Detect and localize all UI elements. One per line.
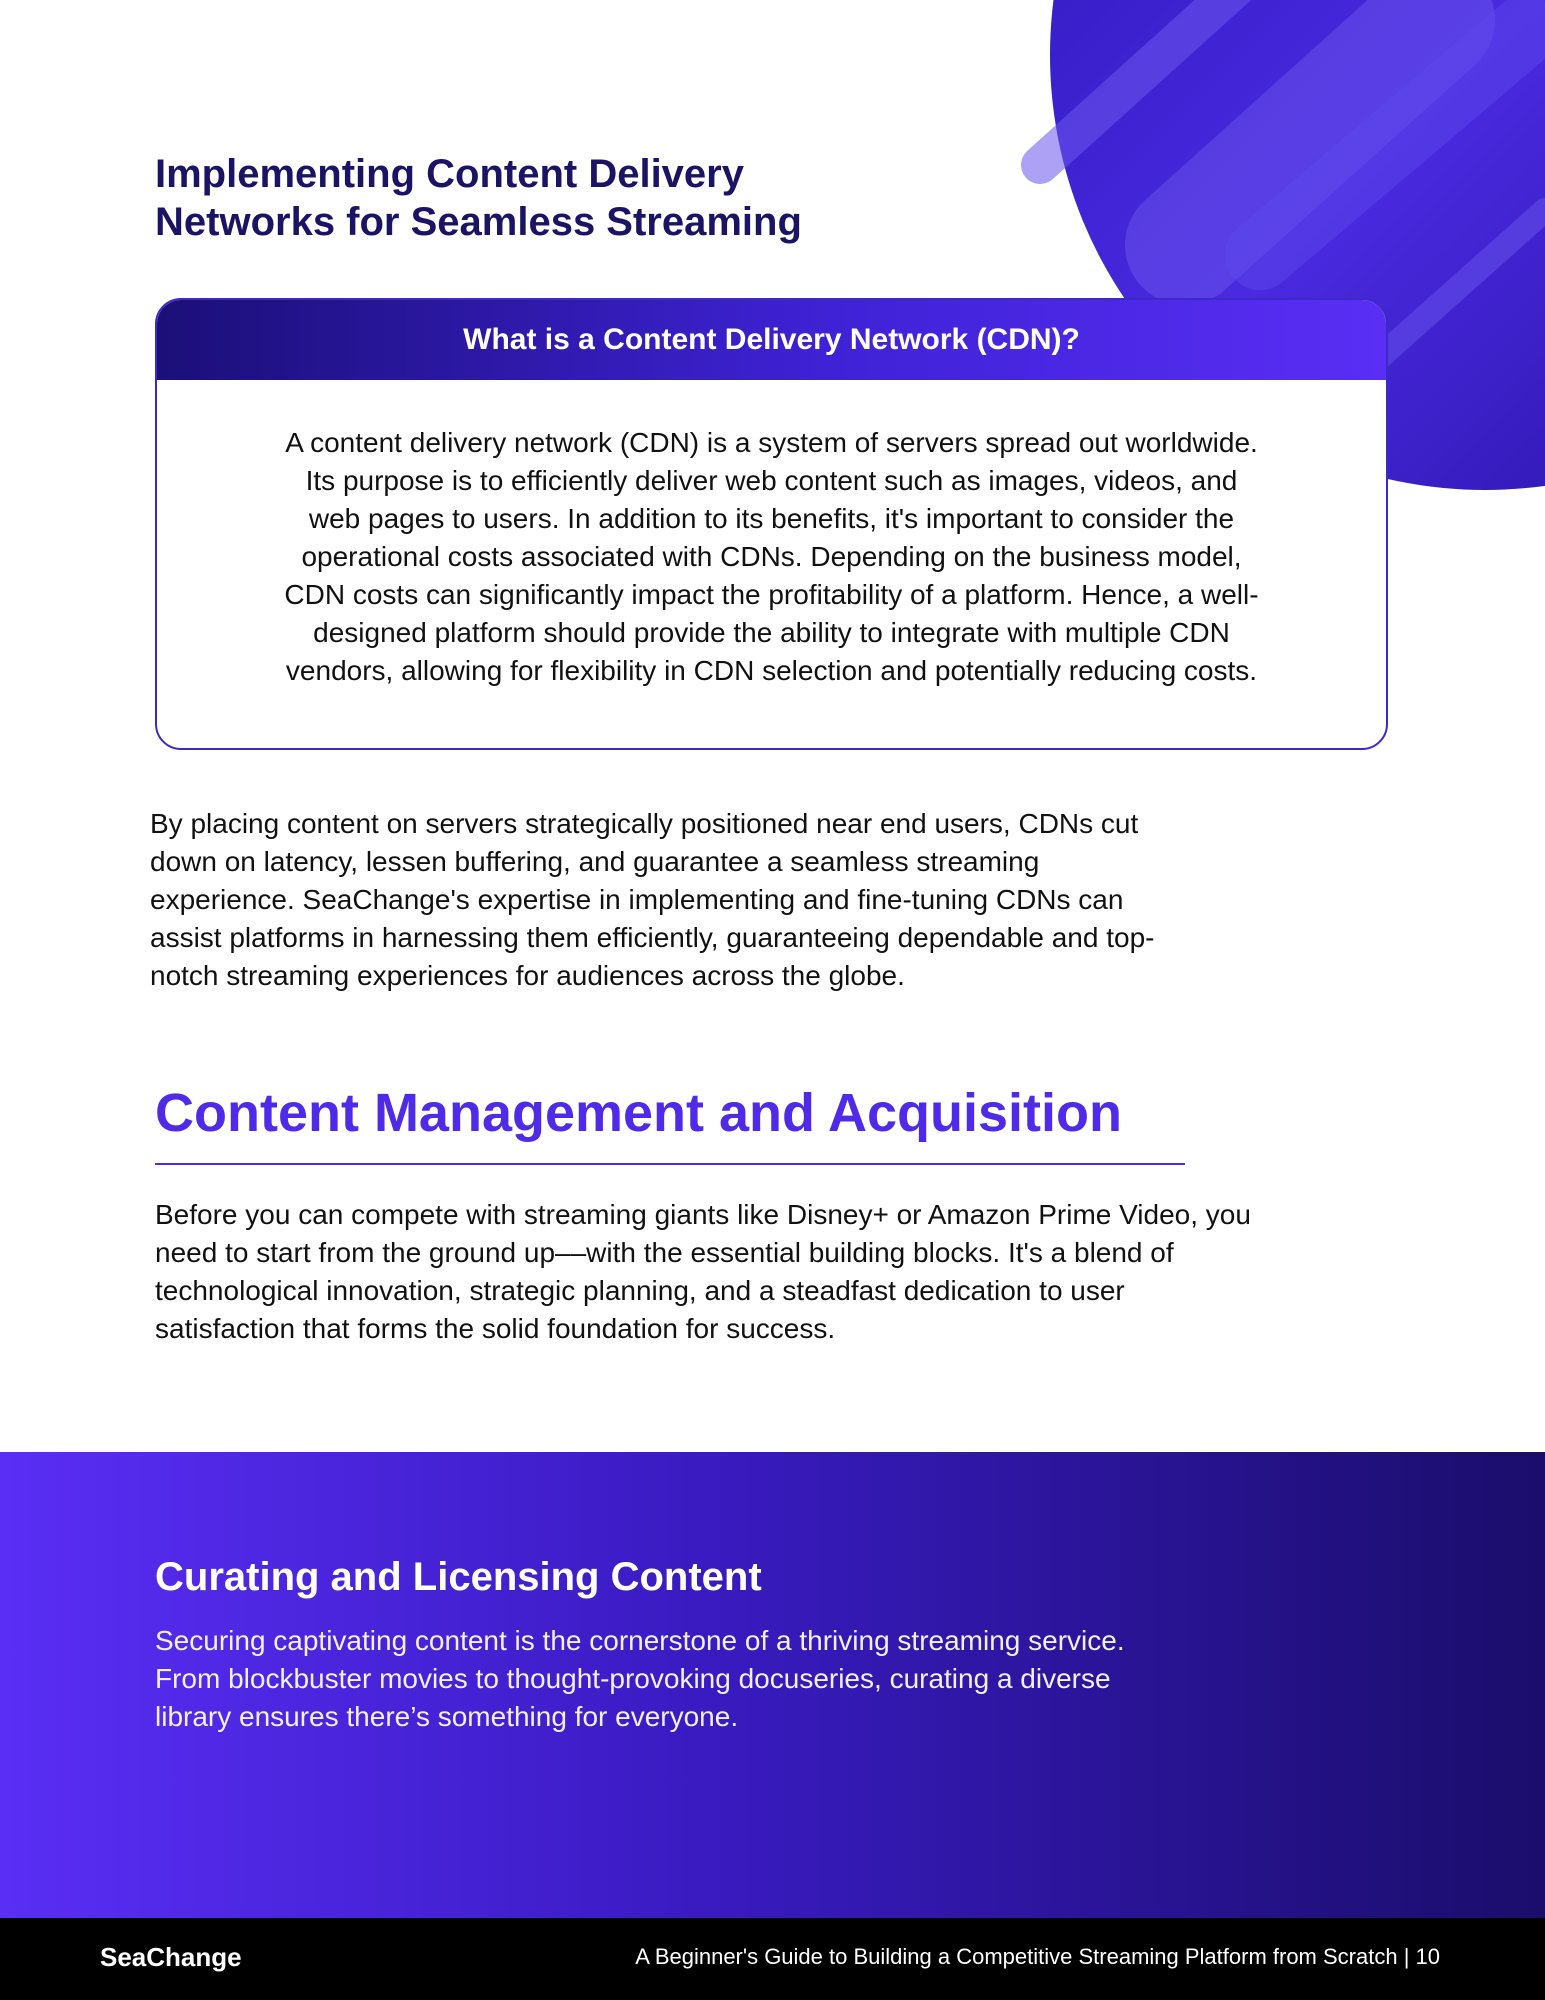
cdn-box-line: A content delivery network (CDN) is a system of servers spread out worldwide. [285,427,1258,458]
band-paragraph-line: Securing captivating content is the cornerstone of a thriving streaming service. [155,1625,1125,1656]
band-paragraph-line: From blockbuster movies to thought-provoking docuseries, curating a diverse [155,1663,1111,1694]
section-paragraph [155,1196,1385,1348]
cdn-box-line: CDN costs can significantly impact the profitability of a platform. Hence, a well- [284,579,1259,610]
cdn-paragraph-line: down on latency, lessen buffering, and guarantee a seamless streaming [150,846,1040,877]
cdn-box-line: designed platform should provide the ability to integrate with multiple CDN [313,617,1230,648]
page-title-line-2: Networks for Seamless Streaming [155,200,802,244]
cdn-definition-box [155,298,1388,750]
section-paragraph-line: technological innovation, strategic planning, and a steadfast dedication to user [155,1275,1125,1306]
cdn-paragraph-line: experience. SeaChange's expertise in implementing and fine-tuning CDNs can [150,884,1124,915]
section-divider [155,1163,1185,1165]
section-paragraph-line: Before you can compete with streaming giants like Disney+ or Amazon Prime Video, you [155,1199,1251,1230]
page-title-line-1: Implementing Content Delivery [155,152,744,196]
cdn-box-line: Its purpose is to efficiently deliver web content such as images, videos, and [305,465,1238,496]
band-heading: Curating and Licensing Content [155,1555,762,1599]
band-paragraph-line: library ensures there’s something for everyone. [155,1701,739,1732]
band-paragraph [155,1622,1275,1736]
section-paragraph-line: need to start from the ground up––with the essential building blocks. It's a blend of [155,1237,1174,1268]
cdn-paragraph-line: notch streaming experiences for audiences across the globe. [150,960,905,991]
cdn-box-line: vendors, allowing for flexibility in CDN selection and potentially reducing costs. [285,655,1258,686]
page-footer [0,1918,1545,2000]
cdn-paragraph-line: By placing content on servers strategically positioned near end users, CDNs cut [150,808,1139,839]
seachange-logo: SeaChange [100,1942,242,1972]
section-paragraph-line: satisfaction that forms the solid foundation for success. [155,1313,836,1344]
cdn-box-body [157,380,1386,690]
cdn-box-heading: What is a Content Delivery Network (CDN)? [157,300,1386,380]
cdn-paragraph [150,805,1330,995]
cdn-box-line: operational costs associated with CDNs. Depending on the business model, [301,541,1242,572]
cdn-paragraph-line: assist platforms in harnessing them efficiently, guaranteeing dependable and top- [150,922,1155,953]
section-heading: Content Management and Acquisition [155,1083,1123,1143]
cdn-box-line: web pages to users. In addition to its benefits, it's important to consider the [308,503,1235,534]
footer-text: A Beginner's Guide to Building a Competitive Streaming Platform from Scratch | 10 [635,1944,1440,1969]
curating-band [0,1452,1545,1918]
page-title [155,150,915,246]
